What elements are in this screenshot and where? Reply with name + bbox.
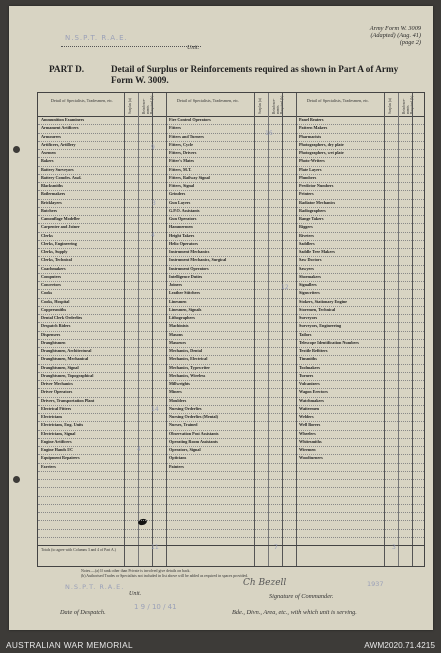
pencil-mark: 14 [151,406,159,413]
pencil-mark: 3 [392,544,396,551]
table-row-label: Wagon Erectors [299,389,328,395]
table-row-label: Turners [299,372,314,378]
row-rule [38,397,424,398]
table-row-label: Observation Post Assistants [169,430,219,436]
table-row-label: Armourers [41,133,61,139]
row-rule [38,537,424,538]
row-rule [38,364,424,365]
table-row-label: Helio Operators [169,240,198,246]
table-row-label: Radiator Mechanics [299,199,336,205]
table-row-label: Farriers [41,463,56,469]
table-row-label: Armament Artificers [41,125,79,131]
punch-hole [13,146,20,153]
pencil-mark: 7 [274,544,278,551]
notes [81,569,248,579]
table-row-label: Photographers, wet plate [299,150,344,155]
commander-signature: Ch Bezell [243,578,287,588]
unit-label: Unit. [187,45,200,51]
table-row-label: Riveters [299,232,314,238]
table-row-label: Painters [169,463,184,469]
pencil-mark: 16 [265,130,273,137]
table-row-label: Nursing Orderlies (Mental) [169,414,219,419]
row-rule [38,355,424,356]
table-row-label: Coppersmiths [41,306,67,312]
row-rule [38,372,424,373]
totals-divider [38,545,424,546]
punch-hole [13,476,20,483]
row-rule [38,182,424,183]
table-row-label: Coachmakers [41,265,66,271]
table-row-label: Welders [299,414,314,419]
table-row-label: Shoemakers [299,273,321,279]
table-row-label: Masons [169,331,183,337]
bde-label: Bde., Divn., Area, etc., with which unit is serving. [232,609,357,616]
table-row-label: Battery Comdrs. Assd. [41,174,82,180]
row-rule [38,248,424,249]
part-label: PART D. [49,64,85,74]
table-row-label: Textile Refitters [299,348,328,353]
table-row-label: Battery Surveyors [41,166,74,172]
pencil-mark: 3 [152,200,156,207]
header-reinforcements: Reinforce-ments Required (b) [272,95,284,114]
table-row-label: Operating Room Assistants [169,438,218,444]
archive-institution: AUSTRALIAN WAR MEMORIAL [6,640,133,650]
table-row-label: Engine Hands I/C [41,447,74,452]
table-row-label: Pharmacists [299,133,322,139]
row-rule [38,421,424,422]
row-rule [38,446,424,447]
note-line: Notes.—(a) If rank other than Private is involved give details on back. [81,569,191,573]
table-row-label: Fitters, Drivers [169,150,197,155]
form-id-line: (Adapted) (Aug. 41) [370,32,421,40]
table-row-label: Riggers [299,224,313,230]
table-row-label: Fitters and Turners [169,133,204,139]
table-row-label: Fitters, Signal [169,183,195,188]
table-row-label: Electricians [41,414,63,419]
table-row-label: Artificers, Artillery [41,141,76,147]
table-row-label: Wheelers [299,430,316,436]
row-rule [38,215,424,216]
table-row-label: Electricians, Eng. Units [41,422,84,428]
table-row-label: Fitter's Mates [169,158,194,164]
row-rule [38,232,424,233]
header-specialists: Detail of Specialists, Tradesmen, etc. [176,98,240,103]
table-row-label: Driver Operators [41,389,73,395]
table-row-label: Instrument Operators [169,265,209,271]
table-row-label: Linesmen [169,298,187,304]
header-specialists: Detail of Specialists, Tradesmen, etc. [306,98,370,103]
row-rule [38,512,424,513]
unit-label: Unit. [129,591,142,597]
table-row-label: Instrument Mechanics [169,249,210,254]
table-row-label: Printers [299,191,314,197]
row-rule [38,314,424,315]
table-row-label: Mechanics, Dental [169,348,203,353]
table-row-label: Grinders [169,191,186,197]
table-row-label: Radiographers [299,207,326,213]
table-row-label: Photographers, dry plate [299,141,344,147]
table-row-label: Clerks, Engineering [41,240,77,246]
row-rule [38,157,424,158]
row-rule [38,199,424,200]
row-rule [38,463,424,464]
table-row-label: Boilermakers [41,191,66,197]
row-rule [38,380,424,381]
pencil-mark: 11 [151,544,159,551]
unit-handwritten: N.S.P.T. R.A.E. [65,34,128,42]
table-row-label: Fitters, Railway Signal [169,174,210,180]
table-row-label: Cooks [41,290,53,296]
table-row-label: Plate Layers [299,166,322,172]
table-row-label: Pattern Makers [299,125,328,131]
table-row-label: Watchmakers [299,397,324,403]
table-row-label: Signwriters [299,290,320,296]
table-row-label: Masseurs [169,339,186,345]
table-row-label: G.P.O. Assistants [169,207,200,213]
row-rule [38,174,424,175]
table-row-label: Hammermen [169,224,193,230]
despatch-label: Date of Despatch. [60,609,106,616]
table-row-label: Gun Operators [169,216,197,221]
table-row-label: Miners [169,389,182,395]
table-row-label: Computers [41,273,62,279]
archive-accession: AWM2020.71.4215 [364,640,435,650]
table-row-label: Engine Artificers [41,438,72,444]
specialists-table [37,92,425,567]
row-rule [38,133,424,134]
table-row-label: Draughtsmen, Mechanical [41,356,89,362]
table-row-label: Well Borers [299,422,321,428]
table-row-label: Tailors [299,331,312,337]
row-rule [38,223,424,224]
table-header [38,93,424,117]
table-row-label: Plumbers [299,174,317,180]
table-row-label: Camouflage Modeller [41,216,80,221]
table-row-label: Blacksmiths [41,183,63,188]
table-row-label: Carpenter and Joiner [41,224,80,230]
table-row-label: Draughtsmen [41,339,66,345]
header-reinforcements: Reinforce-ments Required (b) [142,95,154,114]
pencil-mark: 9 [151,144,155,151]
row-rule [38,331,424,332]
table-row-label: Millwrights [169,381,190,386]
table-row-label: Fire Control Operators [169,117,211,122]
row-rule [38,339,424,340]
header-surplus: Surplus (a) [128,98,132,114]
form-sheet [9,6,433,630]
table-row-label: Clerks [41,232,53,238]
table-row-label: Dental Clerk Orderlies [41,315,83,320]
table-row-label: Toolmakers [299,364,321,370]
row-rule [38,322,424,323]
row-rule [38,149,424,150]
table-row-label: Mechanics, Typewriter [169,364,211,370]
table-row-label: Intelligence Duties [169,273,203,279]
table-row-label: Surveyors, Engineering [299,323,342,329]
table-row-label: Wiremen [299,447,316,452]
row-rule [38,273,424,274]
row-rule [38,265,424,266]
table-row-label: Moulders [169,397,187,403]
table-row-label: Surveyors [299,315,318,320]
table-row-label: Draughtsmen, Signal [41,364,79,370]
table-row-label: Sawyers [299,265,314,271]
pencil-mark: 12 [281,284,289,291]
table-row-label: Photo-Writers [299,158,325,164]
header-specialists: Detail of Specialists, Tradesmen, etc. [50,98,114,103]
table-row-label: Axemen [41,150,56,155]
table-row-label: Storemen, Technical [299,306,336,312]
row-rule [38,124,424,125]
totals-label: Totals (to agree with Columns 3 and 4 of Part A.) [41,548,116,552]
form-id-line: Army Form W. 3009 [369,25,421,32]
table-row-label: Dispensers [41,331,61,337]
table-row-label: Butchers [41,207,58,213]
table-row-label: Operators, Signal [169,447,201,452]
row-rule [38,479,424,480]
table-row-label: Clerks, Supply [41,249,68,254]
header-surplus: Surplus (a) [258,98,262,114]
unit-handwritten: N.S.P.T. R.A.E. [65,583,125,591]
table-row-label: Whitesmiths [299,438,322,444]
form-identifier [370,25,421,47]
table-row-label: Stokers, Stationary Engine [299,298,348,304]
table-row-label: Vulcanizers [299,381,320,386]
table-row-label: Leather Stitchers [169,290,200,296]
row-rule [38,413,424,414]
table-row-label: Electrical Fitters [41,405,72,411]
table-row-label: Ammunition Examiners [41,117,85,122]
table-row-label: Signallers [299,282,317,287]
table-row-label: Predictor Numbers [299,183,334,188]
table-row-label: Fitters [169,125,181,131]
table-row-label: Machinists [169,323,189,329]
row-rule [38,281,424,282]
table-row-label: Waitermen [299,405,320,411]
row-rule [38,190,424,191]
table-row-label: Equipment Repairers [41,455,80,461]
table-row-label: Linesmen, Signals [169,306,202,312]
table-row-label: Tinsmiths [299,356,317,362]
table-row-label: Fitters, M.T. [169,166,192,172]
table-row-label: Concretors [41,282,61,287]
row-rule [38,520,424,521]
table-row-label: Driver Mechanics [41,381,73,386]
table-row-label: Nursing Orderlies [169,405,202,411]
row-rule [38,141,424,142]
row-rule [38,430,424,431]
row-rule [38,388,424,389]
table-row-label: Telescope Identification Numbers [299,339,359,345]
table-row-label: Nurses, Trained [169,422,198,428]
table-row-label: Draughtsmen, Architectural [41,348,92,353]
row-rule [38,166,424,167]
signature-label: Signature of Commander. [269,593,334,600]
header-reinforcements: Reinforce-ments Required (b) [402,95,414,114]
table-row-label: Instrument Mechanics, Surgical [169,257,227,263]
row-rule [38,487,424,488]
table-row-label: Electricians, Signal [41,430,76,436]
row-rule [38,471,424,472]
archive-footer [0,636,441,653]
row-rule [38,306,424,307]
table-row-label: Clerks, Technical [41,257,72,263]
table-row-label: Woodturners [299,455,323,461]
table-row-label: Saw Doctors [299,257,322,263]
table-row-label: Joiners [169,282,183,287]
row-rule [38,298,424,299]
row-rule [38,207,424,208]
table-row-label: Draughtsmen, Topographical [41,372,94,378]
row-rule [38,496,424,497]
table-row-label: Fitters, Cycle [169,141,193,147]
table-row-label: Lithographers [169,315,195,320]
part-description: Detail of Surplus or Reinforcements required as shown in Part A of Army Form W. 3009. [111,64,399,85]
signature-stamp: 1937 [367,580,384,588]
row-rule [38,240,424,241]
table-row-label: Saddlers [299,240,315,246]
table-row-label: Range Takers [299,216,324,221]
header-surplus: Surplus (a) [388,98,392,114]
row-rule [38,529,424,530]
ink-blot [137,518,147,526]
table-row-label: Cooks, Hospital [41,298,70,304]
row-rule [38,347,424,348]
row-rule [38,289,424,290]
table-row-label: Opticians [169,455,187,461]
row-rule [38,454,424,455]
table-row-label: Saddle Tree Makers [299,249,335,254]
row-rule [38,256,424,257]
pencil-mark: 4 [151,232,155,239]
table-row-label: Drivers, Transportation Plant [41,397,95,403]
pencil-mark: 4 [137,446,141,453]
table-row-label: Mechanics, Electrical [169,356,208,362]
table-row-label: Panel Beaters [299,117,324,122]
table-row-label: Gun Layers [169,199,191,205]
row-rule [38,504,424,505]
form-id-line: (page 2) [399,39,421,47]
despatch-date-handwritten: 1 9 / 10 / 41 [134,603,177,611]
table-row-label: Mechanics, Wireless [169,372,206,378]
note-line: (b) Authorised Trades or Specialists not included in list above will be added as required in spaces provided. [81,574,249,578]
row-rule [38,438,424,439]
table-row-label: Bricklayers [41,199,62,205]
table-row-label: Height Takers [169,232,195,238]
table-row-label: Despatch Riders [41,323,71,329]
table-row-label: Bakers [41,158,54,164]
row-rule [38,405,424,406]
